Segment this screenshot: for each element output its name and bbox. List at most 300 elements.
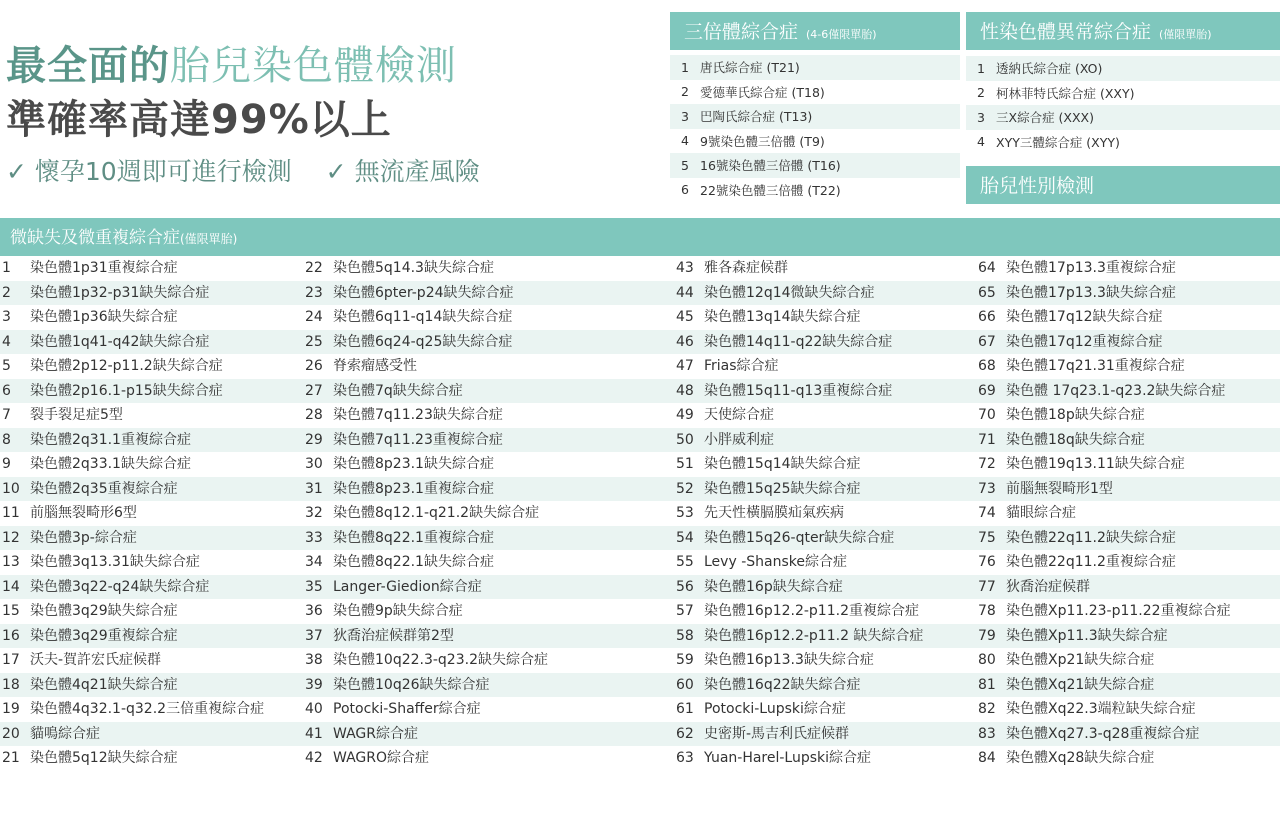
syndrome-label: 染色體3q29缺失綜合症: [30, 603, 178, 619]
item-number: 3: [681, 108, 689, 124]
syndrome-number: 28: [305, 407, 323, 423]
syndrome-number: 2: [2, 284, 11, 301]
syndrome-label: 前腦無裂畸形1型: [1006, 480, 1113, 497]
syndrome-label: 染色體6pter-p24缺失綜合症: [333, 284, 514, 301]
syndrome-item: [2, 575, 209, 600]
syndrome-number: 49: [676, 407, 694, 423]
syndrome-label: Yuan-Harel-Lupski綜合症: [704, 750, 872, 766]
syndrome-label: 染色體19q13.11缺失綜合症: [1006, 456, 1185, 472]
syndrome-item: [305, 722, 418, 747]
syndrome-label: Frias綜合症: [704, 358, 779, 374]
syndrome-item: [978, 403, 1145, 428]
syndrome-item: [2, 673, 178, 698]
syndrome-label: 染色體4q32.1-q32.2三倍重複綜合症: [30, 701, 265, 717]
list-item: [966, 130, 1280, 155]
syndrome-label: 雅各森症候群: [704, 260, 788, 276]
syndrome-item: [978, 354, 1185, 379]
table-row: [0, 673, 1280, 698]
syndrome-label: 染色體5q12缺失綜合症: [30, 750, 178, 766]
syndrome-item: [305, 697, 481, 722]
syndrome-number: 76: [978, 554, 996, 570]
syndrome-label: 染色體5q14.3缺失綜合症: [333, 260, 494, 276]
feature-check-no-risk: ✓ 無流產風險: [325, 157, 480, 186]
syndrome-label: 染色體17q21.31重複綜合症: [1006, 358, 1185, 374]
syndrome-number: 30: [305, 456, 323, 472]
syndrome-number: 63: [676, 750, 694, 766]
table-row: [0, 599, 1280, 624]
syndrome-number: 31: [305, 480, 323, 497]
syndrome-number: 35: [305, 578, 323, 595]
syndrome-item: [978, 477, 1113, 502]
item-label: 透納氏綜合症 (XO): [996, 61, 1103, 77]
syndrome-label: 染色體8q12.1-q21.2缺失綜合症: [333, 505, 540, 521]
syndrome-number: 4: [2, 333, 11, 350]
syndrome-item: [978, 722, 1199, 747]
syndrome-item: [978, 256, 1176, 281]
syndrome-label: 染色體13q14缺失綜合症: [704, 309, 861, 325]
syndrome-number: 69: [978, 382, 996, 399]
syndrome-number: 39: [305, 676, 323, 693]
item-label: 愛德華氏綜合症 (T18): [700, 84, 825, 100]
syndrome-number: 80: [978, 652, 996, 668]
syndrome-number: 16: [2, 627, 20, 644]
syndrome-item: [2, 354, 223, 379]
syndrome-number: 55: [676, 554, 694, 570]
item-number: 6: [681, 182, 689, 198]
syndrome-number: 15: [2, 603, 20, 619]
table-row: [0, 379, 1280, 404]
syndrome-number: 14: [2, 578, 20, 595]
syndrome-label: 史密斯-馬吉利氏症候群: [704, 725, 850, 742]
syndrome-item: [305, 599, 463, 624]
item-label: 9號染色體三倍體 (T9): [700, 133, 825, 149]
syndrome-number: 33: [305, 529, 323, 546]
syndrome-label: 先天性橫膈膜疝氣疾病: [704, 505, 844, 521]
syndrome-item: [676, 599, 919, 624]
syndrome-label: 染色體22q11.2重複綜合症: [1006, 554, 1176, 570]
headline-emphasis: 最全面的: [6, 43, 170, 89]
sexchrom-note: (僅限單胎): [1159, 28, 1212, 41]
syndrome-item: [978, 281, 1176, 306]
syndrome-label: 染色體17q12重複綜合症: [1006, 333, 1163, 350]
sexchrom-header: [966, 12, 1280, 50]
syndrome-item: [676, 452, 861, 477]
item-number: 1: [681, 59, 689, 75]
syndrome-item: [978, 599, 1231, 624]
syndrome-label: 染色體16p13.3缺失綜合症: [704, 652, 874, 668]
syndrome-label: 染色體6q24-q25缺失綜合症: [333, 333, 513, 350]
table-row: [0, 428, 1280, 453]
syndrome-number: 8: [2, 431, 11, 448]
syndrome-item: [2, 697, 264, 722]
syndrome-item: [2, 256, 178, 281]
syndrome-number: 25: [305, 333, 323, 350]
table-row: [0, 354, 1280, 379]
syndrome-item: [2, 526, 137, 551]
syndrome-label: 染色體14q11-q22缺失綜合症: [704, 333, 893, 350]
syndrome-label: Potocki-Lupski綜合症: [704, 701, 846, 717]
syndrome-label: Levy -Shanske綜合症: [704, 554, 847, 570]
syndrome-number: 67: [978, 333, 996, 350]
syndrome-item: [305, 281, 514, 306]
syndrome-item: [2, 477, 178, 502]
syndrome-label: 染色體 17q23.1-q23.2缺失綜合症: [1006, 382, 1226, 399]
item-number: 4: [681, 133, 689, 149]
syndrome-label: 染色體7q11.23重複綜合症: [333, 431, 503, 448]
syndrome-item: [305, 354, 417, 379]
item-number: 3: [977, 109, 985, 125]
syndrome-label: 染色體17p13.3缺失綜合症: [1006, 284, 1176, 301]
syndrome-item: [978, 305, 1163, 330]
syndrome-label: 貓眼綜合症: [1006, 505, 1076, 521]
syndrome-number: 44: [676, 284, 694, 301]
syndrome-item: [676, 477, 861, 502]
item-number: 2: [977, 85, 985, 101]
list-item: [670, 153, 960, 178]
syndrome-item: [2, 624, 178, 649]
syndrome-item: [676, 575, 843, 600]
syndrome-item: [676, 256, 788, 281]
item-label: 柯林菲特氏綜合症 (XXY): [996, 85, 1135, 101]
syndrome-number: 70: [978, 407, 996, 423]
syndrome-number: 38: [305, 652, 323, 668]
syndrome-label: 染色體1p32-p31缺失綜合症: [30, 284, 210, 301]
syndrome-label: 染色體1q41-q42缺失綜合症: [30, 333, 210, 350]
syndrome-number: 7: [2, 407, 11, 423]
syndrome-item: [2, 305, 178, 330]
syndrome-item: [676, 746, 871, 771]
syndrome-number: 66: [978, 309, 996, 325]
table-row: [0, 648, 1280, 673]
syndrome-item: [2, 281, 209, 306]
syndrome-label: 狄喬治症候群第2型: [333, 627, 454, 644]
syndrome-label: 染色體15q25缺失綜合症: [704, 480, 861, 497]
syndrome-label: 染色體Xq27.3-q28重複綜合症: [1006, 725, 1200, 742]
syndrome-label: WAGRO綜合症: [333, 750, 430, 766]
syndrome-label: 染色體Xq22.3端粒缺失綜合症: [1006, 701, 1196, 717]
syndrome-label: 染色體Xp11.23-p11.22重複綜合症: [1006, 603, 1231, 619]
syndrome-item: [305, 452, 494, 477]
syndrome-number: 77: [978, 578, 996, 595]
syndrome-label: 染色體10q26缺失綜合症: [333, 676, 490, 693]
syndrome-item: [676, 526, 894, 551]
syndrome-label: 染色體1p31重複綜合症: [30, 260, 178, 276]
list-item: [670, 178, 960, 203]
syndrome-label: 染色體22q11.2缺失綜合症: [1006, 529, 1176, 546]
syndrome-item: [676, 550, 847, 575]
syndrome-number: 51: [676, 456, 694, 472]
syndrome-item: [676, 428, 774, 453]
syndrome-number: 53: [676, 505, 694, 521]
syndrome-label: 染色體3q22-q24缺失綜合症: [30, 578, 210, 595]
syndrome-number: 9: [2, 456, 11, 472]
syndrome-number: 72: [978, 456, 996, 472]
syndrome-item: [978, 648, 1154, 673]
syndrome-label: 染色體3q13.31缺失綜合症: [30, 554, 200, 570]
syndrome-item: [305, 330, 512, 355]
syndrome-item: [676, 648, 874, 673]
table-row: [0, 550, 1280, 575]
syndrome-label: Potocki-Shaffer綜合症: [333, 701, 481, 717]
syndrome-item: [305, 403, 503, 428]
syndrome-number: 47: [676, 358, 694, 374]
micro-header: [0, 218, 1280, 256]
syndrome-label: 染色體18p缺失綜合症: [1006, 407, 1145, 423]
list-item: [966, 105, 1280, 130]
syndrome-item: [2, 452, 191, 477]
syndrome-label: 染色體16q22缺失綜合症: [704, 676, 861, 693]
syndrome-number: 5: [2, 358, 11, 374]
item-label: XYY三體綜合症 (XYY): [996, 134, 1120, 150]
feature-check-week: ✓ 懷孕10週即可進行檢測: [6, 157, 292, 186]
syndrome-number: 46: [676, 333, 694, 350]
syndrome-item: [2, 403, 123, 428]
syndrome-number: 26: [305, 358, 323, 374]
syndrome-item: [305, 575, 482, 600]
syndrome-item: [305, 256, 494, 281]
syndrome-number: 13: [2, 554, 20, 570]
syndrome-number: 48: [676, 382, 694, 399]
trisomy-header: [670, 12, 960, 50]
table-row: [0, 477, 1280, 502]
syndrome-label: 染色體6q11-q14缺失綜合症: [333, 309, 513, 325]
micro-title: 微缺失及微重複綜合症: [10, 228, 180, 248]
syndrome-item: [676, 354, 779, 379]
syndrome-label: 裂手裂足症5型: [30, 407, 123, 423]
syndrome-number: 40: [305, 701, 323, 717]
syndrome-number: 19: [2, 701, 20, 717]
syndrome-item: [676, 722, 849, 747]
syndrome-label: 天使綜合症: [704, 407, 774, 423]
headline: [6, 34, 457, 91]
syndrome-label: 小胖威利症: [704, 431, 774, 448]
syndrome-number: 36: [305, 603, 323, 619]
syndrome-label: 前腦無裂畸形6型: [30, 505, 137, 521]
syndrome-number: 84: [978, 750, 996, 766]
syndrome-item: [978, 746, 1154, 771]
syndrome-number: 6: [2, 382, 11, 399]
syndrome-number: 56: [676, 578, 694, 595]
syndrome-number: 58: [676, 627, 694, 644]
item-label: 三X綜合症 (XXX): [996, 110, 1094, 126]
syndrome-label: 染色體12q14微缺失綜合症: [704, 284, 875, 301]
syndrome-number: 10: [2, 480, 20, 497]
item-number: 4: [977, 134, 985, 150]
syndrome-label: 染色體Xp21缺失綜合症: [1006, 652, 1155, 668]
syndrome-number: 75: [978, 529, 996, 546]
feature-checks: [6, 152, 506, 188]
syndrome-item: [676, 403, 774, 428]
syndrome-item: [305, 501, 539, 526]
syndrome-label: 染色體17p13.3重複綜合症: [1006, 260, 1176, 276]
syndrome-item: [2, 550, 200, 575]
syndrome-number: 71: [978, 431, 996, 448]
syndrome-item: [676, 501, 844, 526]
syndrome-label: 脊索瘤感受性: [333, 358, 417, 374]
syndrome-number: 60: [676, 676, 694, 693]
syndrome-item: [2, 599, 178, 624]
syndrome-number: 43: [676, 260, 694, 276]
syndrome-item: [305, 526, 494, 551]
syndrome-number: 41: [305, 725, 323, 742]
syndrome-label: WAGR綜合症: [333, 725, 418, 742]
table-row: [0, 501, 1280, 526]
table-row: [0, 746, 1280, 771]
table-row: [0, 256, 1280, 281]
syndrome-item: [978, 452, 1185, 477]
syndrome-item: [305, 305, 512, 330]
syndrome-number: 3: [2, 309, 11, 325]
syndrome-item: [676, 281, 875, 306]
syndrome-item: [978, 379, 1225, 404]
syndrome-label: 染色體2q31.1重複綜合症: [30, 431, 191, 448]
item-number: 2: [681, 84, 689, 100]
syndrome-item: [2, 722, 100, 747]
syndrome-label: 沃夫-賀許宏氏症候群: [30, 652, 162, 668]
syndrome-label: 染色體2q35重複綜合症: [30, 480, 178, 497]
syndrome-label: 染色體10q22.3-q23.2缺失綜合症: [333, 652, 548, 668]
syndrome-item: [305, 648, 548, 673]
item-label: 22號染色體三倍體 (T22): [700, 182, 841, 198]
syndrome-number: 27: [305, 382, 323, 399]
syndrome-number: 37: [305, 627, 323, 644]
item-label: 唐氏綜合症 (T21): [700, 60, 800, 76]
syndrome-item: [978, 575, 1090, 600]
syndrome-number: 34: [305, 554, 323, 570]
table-row: [0, 403, 1280, 428]
syndrome-label: 染色體7q11.23缺失綜合症: [333, 407, 503, 423]
table-row: [0, 722, 1280, 747]
list-item: [966, 56, 1280, 81]
syndrome-item: [305, 477, 494, 502]
syndrome-number: 57: [676, 603, 694, 619]
list-item: [670, 129, 960, 154]
syndrome-label: 染色體8q22.1重複綜合症: [333, 529, 494, 546]
syndrome-item: [676, 624, 923, 649]
syndrome-label: 染色體8q22.1缺失綜合症: [333, 554, 494, 570]
headline-rest: 胎兒染色體檢測: [170, 43, 457, 89]
syndrome-number: 61: [676, 701, 694, 717]
syndrome-label: 狄喬治症候群: [1006, 578, 1090, 595]
syndrome-item: [676, 697, 846, 722]
syndrome-number: 62: [676, 725, 694, 742]
syndrome-number: 78: [978, 603, 996, 619]
trisomy-note: (4-6僅限單胎): [806, 28, 877, 41]
table-row: [0, 624, 1280, 649]
syndrome-number: 12: [2, 529, 20, 546]
syndrome-item: [978, 428, 1145, 453]
syndrome-label: 染色體18q缺失綜合症: [1006, 431, 1145, 448]
syndrome-label: 染色體8p23.1缺失綜合症: [333, 456, 494, 472]
syndrome-item: [2, 330, 209, 355]
micro-note: (僅限單胎): [180, 232, 238, 246]
table-row: [0, 526, 1280, 551]
syndrome-item: [305, 673, 490, 698]
syndrome-label: 染色體8p23.1重複綜合症: [333, 480, 494, 497]
syndrome-item: [305, 428, 503, 453]
syndrome-item: [2, 648, 161, 673]
item-number: 1: [977, 60, 985, 76]
syndrome-label: 染色體4q21缺失綜合症: [30, 676, 178, 693]
syndrome-label: 染色體3p-綜合症: [30, 529, 137, 546]
syndrome-item: [305, 379, 463, 404]
syndrome-item: [2, 428, 191, 453]
syndrome-number: 18: [2, 676, 20, 693]
syndrome-item: [978, 673, 1154, 698]
syndrome-label: 染色體15q11-q13重複綜合症: [704, 382, 893, 399]
syndrome-label: 染色體15q26-qter缺失綜合症: [704, 529, 895, 546]
syndrome-item: [2, 746, 178, 771]
syndrome-number: 50: [676, 431, 694, 448]
syndrome-number: 20: [2, 725, 20, 742]
table-row: [0, 281, 1280, 306]
syndrome-item: [676, 330, 892, 355]
syndrome-label: 染色體Xq21缺失綜合症: [1006, 676, 1155, 693]
syndrome-number: 11: [2, 505, 20, 521]
syndrome-number: 73: [978, 480, 996, 497]
syndrome-number: 59: [676, 652, 694, 668]
syndrome-number: 81: [978, 676, 996, 693]
sexchrom-title: 性染色體異常綜合症: [980, 21, 1152, 43]
syndrome-item: [305, 550, 494, 575]
syndrome-number: 83: [978, 725, 996, 742]
syndrome-item: [305, 624, 454, 649]
syndrome-label: 染色體17q12缺失綜合症: [1006, 309, 1163, 325]
table-row: [0, 575, 1280, 600]
syndrome-item: [978, 501, 1076, 526]
syndrome-item: [676, 305, 861, 330]
syndrome-item: [2, 379, 223, 404]
syndrome-label: 染色體2p16.1-p15缺失綜合症: [30, 382, 223, 399]
syndrome-number: 1: [2, 260, 11, 276]
list-item: [670, 80, 960, 105]
trisomy-list: [670, 55, 960, 202]
syndrome-label: 染色體16p12.2-p11.2 缺失綜合症: [704, 627, 924, 644]
syndrome-number: 24: [305, 309, 323, 325]
trisomy-title: 三倍體綜合症: [684, 21, 799, 43]
list-item: [670, 55, 960, 80]
syndrome-number: 64: [978, 260, 996, 276]
syndrome-number: 54: [676, 529, 694, 546]
syndrome-item: [676, 379, 892, 404]
syndrome-item: [978, 697, 1196, 722]
syndrome-label: 染色體1p36缺失綜合症: [30, 309, 178, 325]
syndrome-item: [676, 673, 861, 698]
syndrome-number: 42: [305, 750, 323, 766]
table-row: [0, 452, 1280, 477]
syndrome-number: 68: [978, 358, 996, 374]
syndrome-label: 染色體2p12-p11.2缺失綜合症: [30, 358, 223, 374]
syndrome-item: [978, 526, 1176, 551]
syndrome-label: 染色體Xq28缺失綜合症: [1006, 750, 1155, 766]
syndrome-label: 貓鳴綜合症: [30, 725, 100, 742]
item-label: 16號染色體三倍體 (T16): [700, 158, 841, 174]
syndrome-number: 74: [978, 505, 996, 521]
item-label: 巴陶氏綜合症 (T13): [700, 109, 813, 125]
syndrome-item: [978, 330, 1163, 355]
sexchrom-list: [966, 56, 1280, 154]
syndrome-item: [978, 624, 1168, 649]
table-row: [0, 330, 1280, 355]
syndrome-label: 染色體15q14缺失綜合症: [704, 456, 861, 472]
list-item: [966, 81, 1280, 106]
syndrome-label: 染色體Xp11.3缺失綜合症: [1006, 627, 1168, 644]
syndrome-number: 29: [305, 431, 323, 448]
syndrome-item: [2, 501, 137, 526]
syndrome-label: 染色體3q29重複綜合症: [30, 627, 178, 644]
table-row: [0, 697, 1280, 722]
syndrome-item: [305, 746, 429, 771]
